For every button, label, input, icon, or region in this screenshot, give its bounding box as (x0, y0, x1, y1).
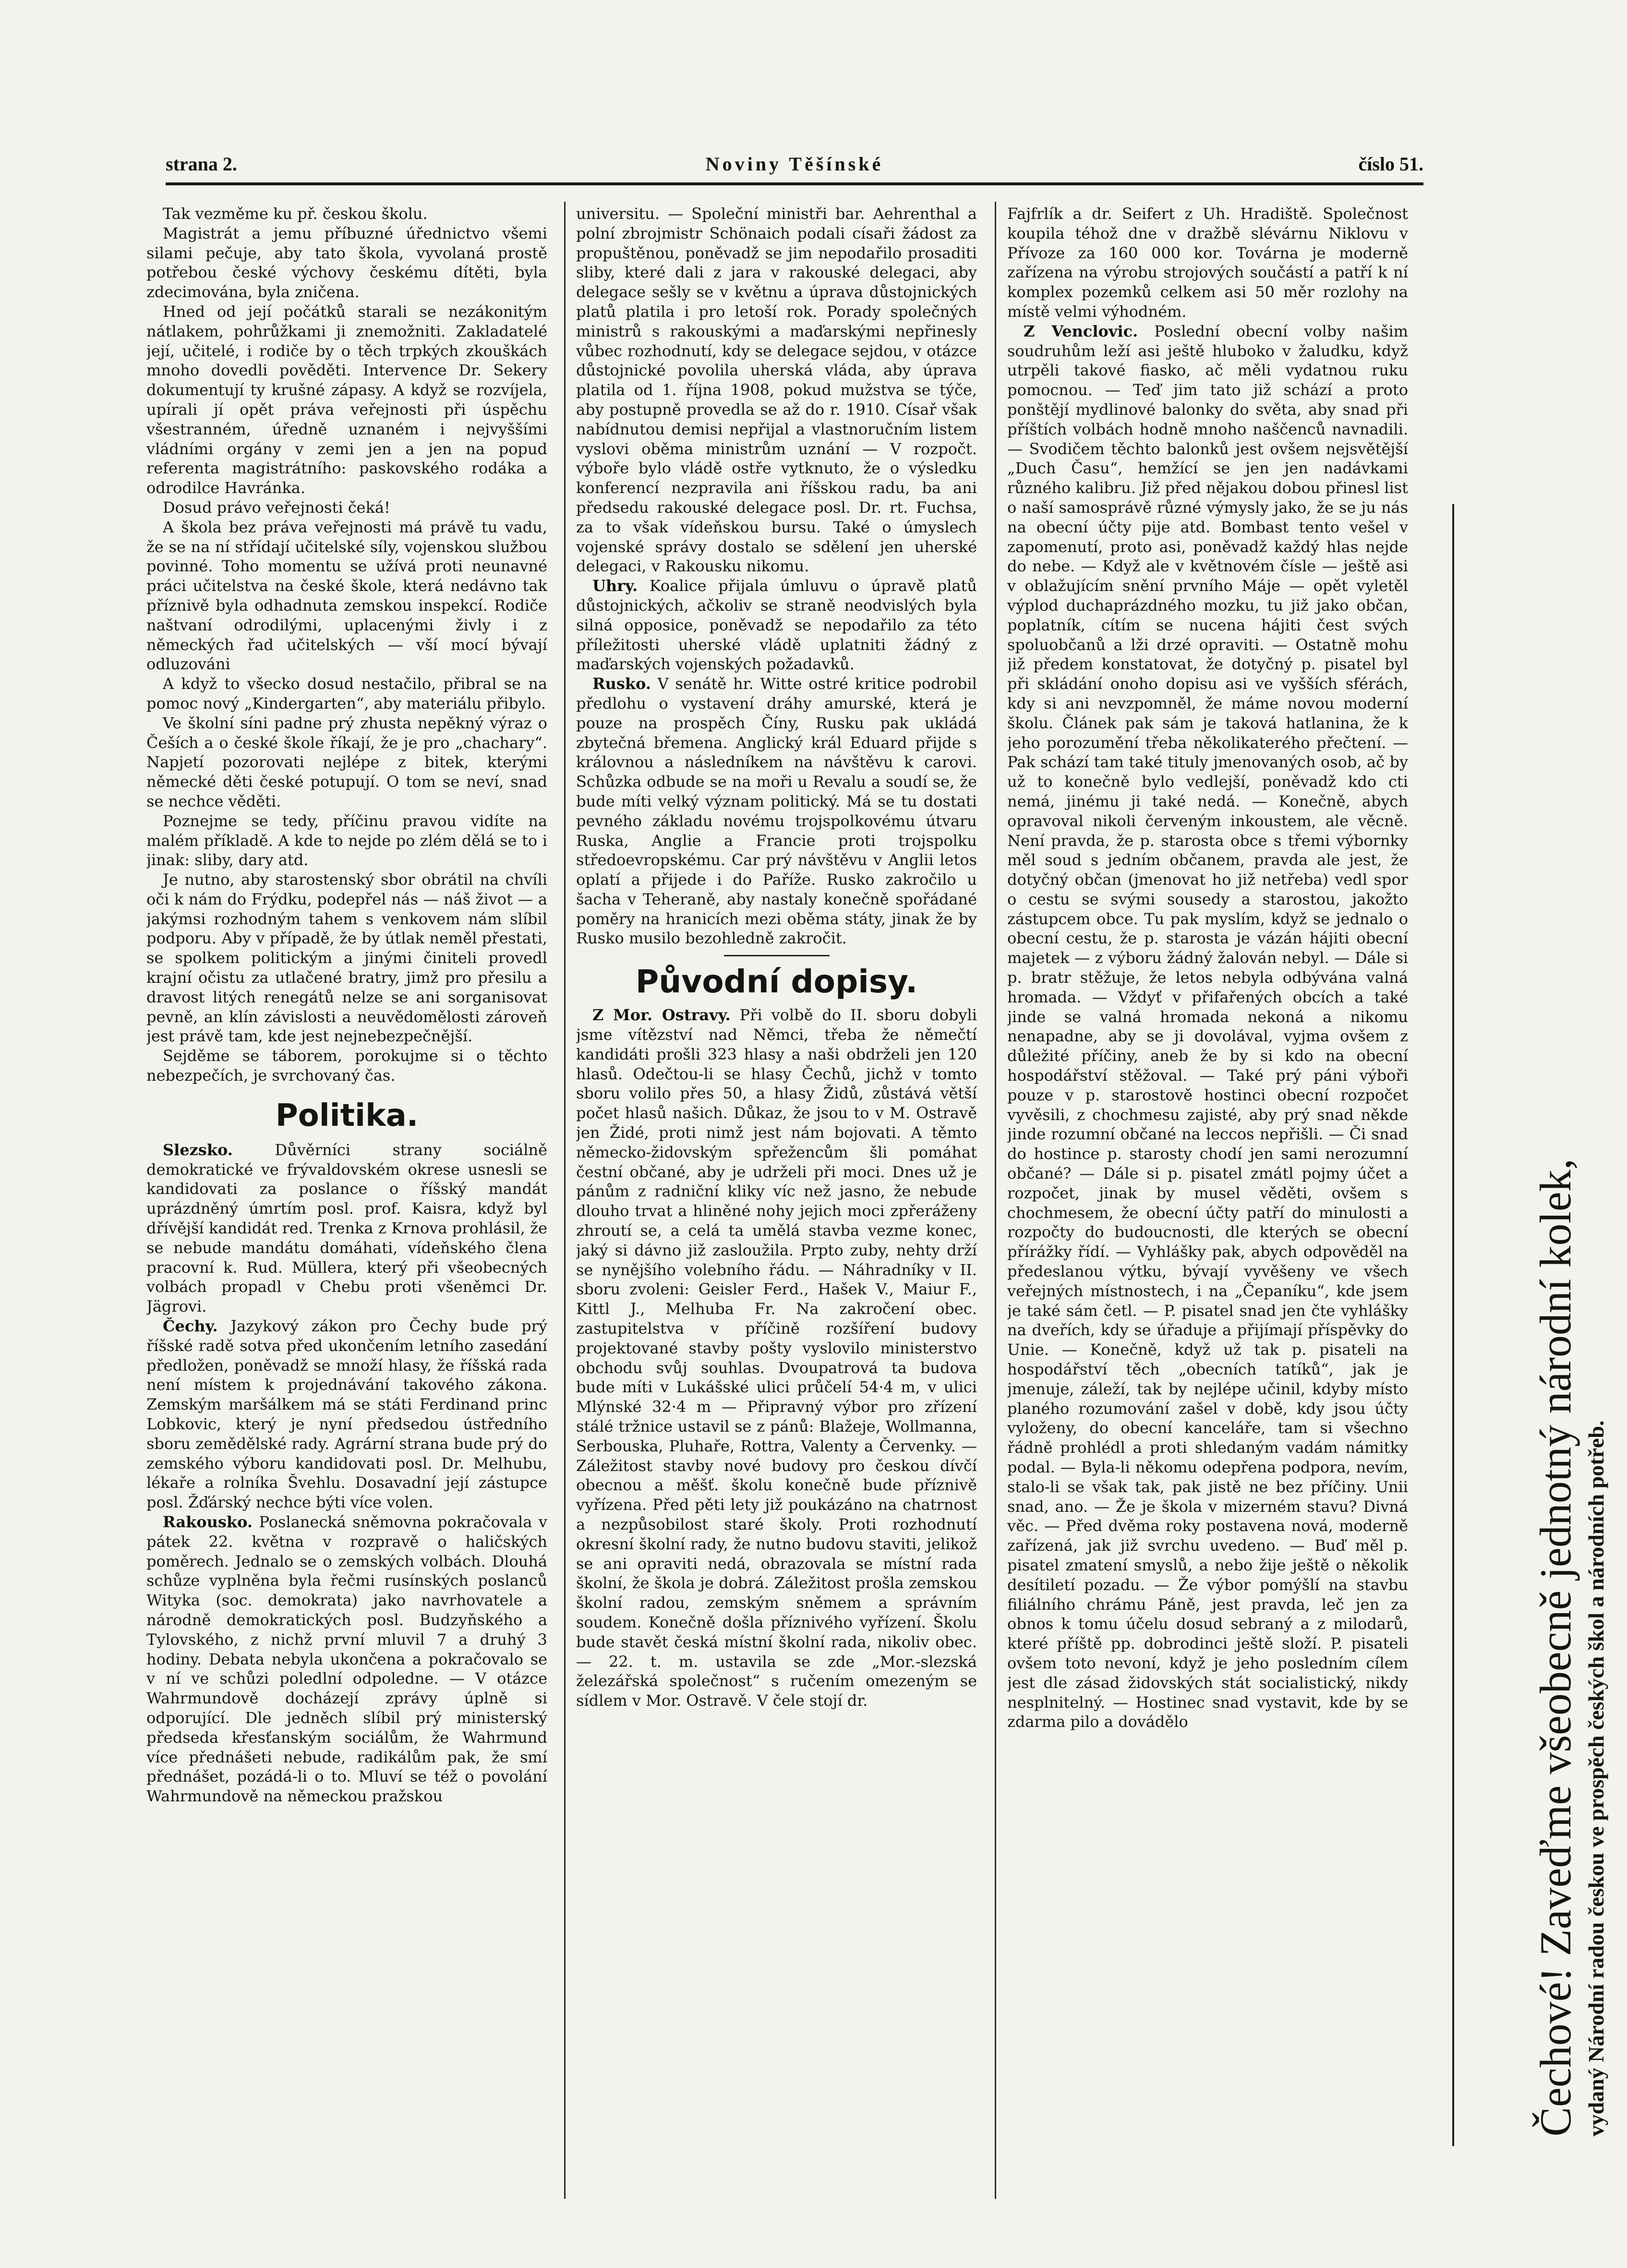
newspaper-title: Noviny Těšínské (705, 153, 884, 175)
page-label: strana 2. (166, 153, 237, 175)
item-lead: Uhry. (592, 577, 638, 595)
section-separator (724, 955, 830, 956)
paragraph: Dosud právo veřejnosti čeká! (163, 498, 390, 517)
advert-rule (1452, 504, 1454, 2146)
advert-side-text: vydaný Národní radou českou ve prospěch českých škol a národních potřeb. (1584, 1420, 1608, 2136)
news-item-slezsko (146, 1140, 547, 1316)
column-right (1007, 204, 1408, 2196)
paragraph: Tak vezměme ku př. českou školu. (163, 205, 428, 223)
column-divider (995, 202, 996, 2199)
advert-main-text: Čechové! Zaveďme všeobecně jednotný národní kolek, (1531, 1158, 1580, 2136)
paragraph: Sejděme se táborem, porokujme si o těchto nebezpečích, je svrchovaný čas. (146, 1047, 547, 1085)
item-lead: Z Venclovic. (1024, 322, 1138, 340)
news-item-rusko (576, 674, 977, 948)
paragraph: A škola bez práva veřejnosti má právě tu vadu, že se na ní střídají učitelské síly, vojenskou službou povinné. Toho momentu se užívá proti neunavné práci učitelstva na české škole, která nedávno tak příznivě byla odhadnuta zemskou inspekcí. Rodiče naštvaní odrodilými, uplacenými živly i z německých řad učitelských — vší mocí bývají odluzováni (146, 518, 547, 674)
section-heading-dopisy: Původní dopisy. (635, 963, 918, 1001)
item-text: Důvěrníci strany sociálně demokratické ve frývaldovském okrese usnesli se kandidovati za poslance o říšský mandát uprázdněný úmrtím posl. prof. Kaisra, když byl dřívější kandidát red. Trenka z Krnova prohlásil, že se nebude mandátu domáhati, vídeňského člena pracovní k. Rud. Müllera, který při všeobecných volbách propadl v Chebu proti všeněmci Dr. Jägrovi. (146, 1140, 547, 1316)
news-item-venclovic (1007, 322, 1408, 1732)
paragraph: Hned od její počátků starali se nezákonitým nátlakem, pohrůžkami ji znemožniti. Zakladatelé její, učitelé, i rodiče by o těch trpkých zkouškách mnoho dovedli pověděti. Intervence Dr. Sekery dokumentují ty krušné zápasy. A když se rozvíjela, upírali jí opět práva veřejnosti při úspěchu všestranném, úředně uznaném i nejvyššími vládními orgány v zemi jen a jen na popud referenta magistrátního: paskovského rodáka a odrodilce Havránka. (146, 302, 547, 497)
column-left (146, 204, 547, 2196)
item-text: Koalice přijala úmluvu o úpravě platů důstojnických, ačkoliv se straně neodvislých byla silná opposice, poněvadž se nepodařilo za této příležitosti uherské vládě uplatniti žádný z maďarských vojenských požadavků. (576, 577, 977, 674)
section-heading-politika: Politika. (275, 1098, 419, 1134)
item-text: V senátě hr. Witte ostré kritice podrobil předlohu o vystavení dráhy amurské, která je pouze na prospěch Číny, Rusku pak ukládá zbytečná břemena. Anglický král Eduard přijde s královnou a následníkem na návštěvu k carovi. Schůzka odbude se na moři u Revalu a soudí se, že bude míti velký význam politický. Má se tu dostati pevného základu novému trojspolkovému útvaru Ruska, Anglie a Francie proti trojspolku středoevropskému. Car prý návštěvu v Anglii letos oplatí a přijede i do Paříže. Rusko zakročilo u šacha v Teheraně, aby nastaly konečně spořádané poměry na hranicích mezi oběma státy, jinak že by Rusko musilo bezohledně zakročit. (576, 675, 977, 948)
paragraph: Poznejme se tedy, příčinu pravou vidíte na malém příkladě. A kde to nejde po zlém dělá se to i jinak: sliby, dary atd. (146, 811, 547, 869)
item-text: Jazykový zákon pro Čechy bude prý říšské radě sotva před ukončením letního zasedání předložen, poněvadž se množí hlasy, že říšská rada není místem k projednávání takového zákona. Zemským maršálkem má se státi Ferdinand princ Lobkovic, který je nyní předsedou ústředního sboru zemědělské rady. Agrární strana bude prý do zemského výboru kandidovati posl. Dr. Melhubu, lékaře a rolníka Švehlu. Dosavadní její zástupce posl. Žďárský nechce býti více volen. (146, 1317, 547, 1512)
paragraph: Magistrát a jemu příbuzné úřednictvo všemi silami pečuje, aby tato škola, vyvolaná prostě potřebou české výchovy českému dítěti, byla zdecimována, byla zničena. (146, 224, 547, 302)
item-lead: Slezsko. (163, 1140, 233, 1159)
paragraph: Fajfrlík a dr. Seifert z Uh. Hradiště. Společnost koupila téhož dne v dražbě slévárnu Niklovu v Přívoze za 160 000 kor. Továrna je moderně zařízena na výrobu strojových součástí a patří k ní komplex pozemků celkem asi 50 měr rozlohy na místě velmi výhodném. (1007, 205, 1408, 321)
column-middle (576, 204, 977, 2196)
vertical-advert (1452, 504, 1608, 2146)
news-item-ostrava (576, 1005, 977, 1711)
news-item-uhry (576, 576, 977, 674)
header-rule (166, 182, 1423, 185)
paragraph: Je nutno, aby starostenský sbor obrátil na chvíli oči k nám do Frýdku, podepřel nás — náš život — a jakýmsi rozhodným tahem s venkovem nám slíbil podporu. Aby v případě, že by útlak neměl přestati, se spolkem politickým a jinými činiteli provedl krajní očistu za utlačené bratry, jimž pro přesilu a dravost litých renegátů nelze se ani sorganisovat pevně, an klín závislosti a neuvědomělosti zároveň jest právě tam, kde jest nejnebezpečnější. (146, 870, 547, 1046)
item-text: Poslední obecní volby našim soudruhům leží asi ještě hluboko v žaludku, když utrpěli takové fiasko, ač měli vydatnou ruku pomocnou. — Teď jim tato již schází a proto ponštějí mydlinové balonky do světa, aby snad při příštích volbách hodně mnoho naščenců navnadili. — Svodičem těchto balonků jest ovšem nejsvětější „Duch Času“, hemžící se jen jen nadávkami různého kalibru. Již před nějakou dobou přinesl list o naší samosprávě různé výmysly jako, že se ju nás na obecní účty pije atd. Bombast tento vešel v zapomenutí, proto asi, poněvadž každý hlas nejde do nebe. — Když ale v květnovém čísle — ještě asi v oblažujícím snění prvního Máje — opět vyletěl výplod duchaprázdného mozku, tu již jako občan, poplatník, cítím se nucena hájiti čest svých spoluobčanů a lži drzé opraviti. — Ostatně mohu již předem konstatovat, že dotyčný p. pisatel byl při skládání onoho dopisu asi ve vyšších sférách, kdy si ani nevzpomněl, že máme novou moderní školu. Článek pak sám je taková hatlanina, že k jeho porozumění třeba několikaterého přečtení. — Pak schází tam také tituly jmenovaných osob, ač by už to konečně bylo vedlejší, poněvadž kdo cti nemá, jinému ji také nedá. — Konečně, abych opravoval nikoli červeným inkoustem, ale věcně. Není pravda, že p. starosta obce s třemi výbornky měl soud s jedním občanem, pravda ale jest, že dotyčný občan (jmenovat ho již netřeba) vedl spor o cestu se svými sousedy a starostou, jakožto zástupcem obce. Tu pak myslím, když se jednalo o obecní cestu, že p. starosta je vázán hájiti obecní majetek — z výboru žádný žalován nebyl. — Dále si p. bratr stěžuje, že letos nebyla odbývána valná hromada. — Vždyť v přifařených obcích a také jinde se valná hromada nekoná a nikomu nenapadne, aby se ji dovolával, vyjma ovšem z důležité příčiny, aneb že by si kdo na obecní hospodářství stěžoval. — Také prý páni výboři pouze v p. starostově hostinci obecní rozpočet vyvěsili, z chochmesu zajisté, aby prý snad někde jinde rozumní občané na leccos nepřišli. — Či snad do hostince p. starosty chodí jen sami nerozumní občané? — Dále si p. pisatel zmátl pojmy účet a rozpočet, jinak by musel věděti, ovšem s chochmesem, že obecní účty patří do minulosti a rozpočty do budoucnosti, dle kterých se obecní přírážky řídí. — Vyhlášky pak, abych odpověděl na předeslanou výtku, bývají vyvěšeny ve všech veřejných místnostech, i na „Čepaníku“, kde jsem je také sám četl. — P. pisatel snad jen čte vyhlášky na dveřích, kdy se úřaduje a přijímají příspěvky do Unie. — Konečně, když už tak p. pisateli na hospodářství těch „obecních tatíků“, jak je jmenuje, záleží, tak by nejlépe učinil, kdyby místo planého rozumování zašel v době, kdy jsou účty vyloženy, do obecní kanceláře, tam si všechno řádně prohlédl a proti shledaným vadám námitky podal. — Byla-li někomu odepřena podpora, nevím, stalo-li se však tak, pak jistě ne bez příčiny. Unii snad, ano. — Že je škola v mizerném stavu? Divná věc. — Před dvěma roky postavena nová, moderně zařízená, jak již svrchu uvedeno. — Buď měl p. pisatel zmatení smyslů, a nebo žije ještě o několik desítiletí pozadu. — Že výbor pomýšlí na stavbu filiálního chrámu Páně, jest pravda, leč jen za obnos k tomu účelu dosud sebraný a z milodarů, které příště pp. dobrodinci ještě složí. P. pisateli ovšem toto nevoní, když je jeho posledním cílem jest dle zásad židovských stát socialistický, nikdy nesplnitelný. — Hostinec snad vystavit, kde by se zdarma pilo a dovádělo (1007, 322, 1408, 1731)
item-text: Při volbě do II. sboru dobyli jsme vítězství nad Němci, třeba že němečtí kandidáti prošli 323 hlasy a naši obdrželi jen 120 hlasů. Odečtou-li se hlasy Čechů, jichž v tomto sboru volilo přes 50, a hlasy Židů, zůstává větší počet hlasů našich. Důkaz, že jsou to v M. Ostravě jen Židé, proti nimž jest nám bojovati. A těmto německo-židovským spřežencům šli pomáhat čestní občané, aby je udrželi při moci. Dnes už je pánům z radniční kliky víc než jasno, že nebude dlouho trvat a hliněné nohy jejich moci zpřeráženy zhroutí se, a celá ta umělá stavba vezme konec, jaký si dávno již zasloužila. Prpto zuby, nehty drží se nynějšího volebního řádu. — Náhradníky v II. sboru zvoleni: Geisler Ferd., Hašek V., Maiur F., Kittl J., Melhuba Fr. Na zakročení obec. zastupitelstva v příčině rozšíření budovy projektované stavby pošty vyslovilo ministerstvo obchodu svůj souhlas. Dvoupatrová ta budova bude míti v Lukášské ulici průčelí 54·4 m, v ulici Mlýnské 32·4 m — Připravný výbor pro zřízení stálé tržnice ustavil se z pánů: Blažeje, Wollmanna, Serbouska, Pluhaře, Rottra, Valenty a Červenky. — Záležitost stavby nové budovy pro českou dívčí obecnou a měšť. školu konečně bude příznivě vyřízena. Před pěti lety již poukázáno na chatrnost a nezpůsobilost staré školy. Proti rozhodnutí okresní školní rady, že nutno budovu staviti, jelikož se ani opraviti nedá, obrazovala se místní rada školní, že škola je dobrá. Záležitost prošla zemskou školní radou, zemským sněmem a správním soudem. Konečně došla příznivého vyřízení. Školu bude stavět česká místní školní rada, nikoliv obec. — 22. t. m. ustavila se zde „Mor.-slezská železářská společnost“ s ručením omezeným se sídlem v Mor. Ostravě. V čele stojí dr. (576, 1006, 977, 1710)
page-header (166, 153, 1423, 181)
issue-number: číslo 51. (1358, 153, 1423, 175)
news-item-cechy (146, 1316, 547, 1512)
paragraph: universitu. — Společní ministři bar. Aehrenthal a polní zbrojmistr Schönaich podali císaři žádost za propuštěnou, poněvadž se jim nepodařilo prosaditi sliby, které dali z jara v rakouské delegaci, aby delegace sešly se v květnu a úprava důstojnických platů platila i pro letoší rok. Porady společných ministrů s rakouskými a maďarskými nepřinesly vůbec rozhodnutí, kdy se delegace sejdou, v otázce důstojnické povolila uherská vláda, aby úprava platila od 1. října 1908, pokud mužstva se týče, aby postupně provedla se až do r. 1910. Císař však nabídnutou demisi nepřijal a vlastnoručním listem vyslovi oběma ministrům uznání — V rozpočt. výboře bylo vládě ostře vytknuto, že o výsledku konferencí nezpravila ani říšskou radu, ba ani předsedu rakouské delegace posl. Dr. rt. Fuchsa, za to však vídeňskou bursu. Také o úmyslech vojenské správy dostalo se sdělení jen uherské delegaci, v Rakousku nikomu. (576, 205, 977, 576)
paragraph: Ve školní síni padne prý zhusta nepěkný výraz o Češích a o české škole říkají, že je pro „chachary“. Napjetí pozorovati nejlépe z bitek, kterými německé děti české potupují. O tom se neví, snad se nechce věděti. (146, 713, 547, 810)
paragraph: A když to všecko dosud nestačilo, přibral se na pomoc nový „Kindergarten“, aby materiálu přibylo. (146, 675, 547, 712)
item-lead: Čechy. (163, 1317, 218, 1336)
item-lead: Rakousko. (163, 1513, 253, 1531)
item-text: Poslanecká sněmovna pokračovala v pátek 22. května v rozpravě o haličských poměrech. Jednalo se o zemských volbách. Dlouhá schůze vyplněna byla řečmi rusínských poslanců Wityka (soc. demokrata) jako navrhovatele a národně demokratických posl. Budzyňského a Tylovského, z nichž první mluvil 7 a druhý 3 hodiny. Debata nebyla ukončena a pokračovalo se v ní ve schůzi poledlní odpoledne. — V otázce Wahrmundově docházejí zprávy úplně si odporující. Dle jedněch slíbil prý ministerský předseda křesťanským sociálům, že Wahrmund více přednášeti nebude, radikálům pak, že smí přednášet, pozádá-li o to. Mluví se též o povolání Wahrmundově na německou pražskou (146, 1513, 547, 1806)
item-lead: Rusko. (592, 675, 651, 693)
advert-rotated-text (1529, 504, 1625, 2136)
news-item-rakousko (146, 1512, 547, 1806)
item-lead: Z Mor. Ostravy. (592, 1006, 731, 1025)
column-divider (564, 202, 566, 2199)
